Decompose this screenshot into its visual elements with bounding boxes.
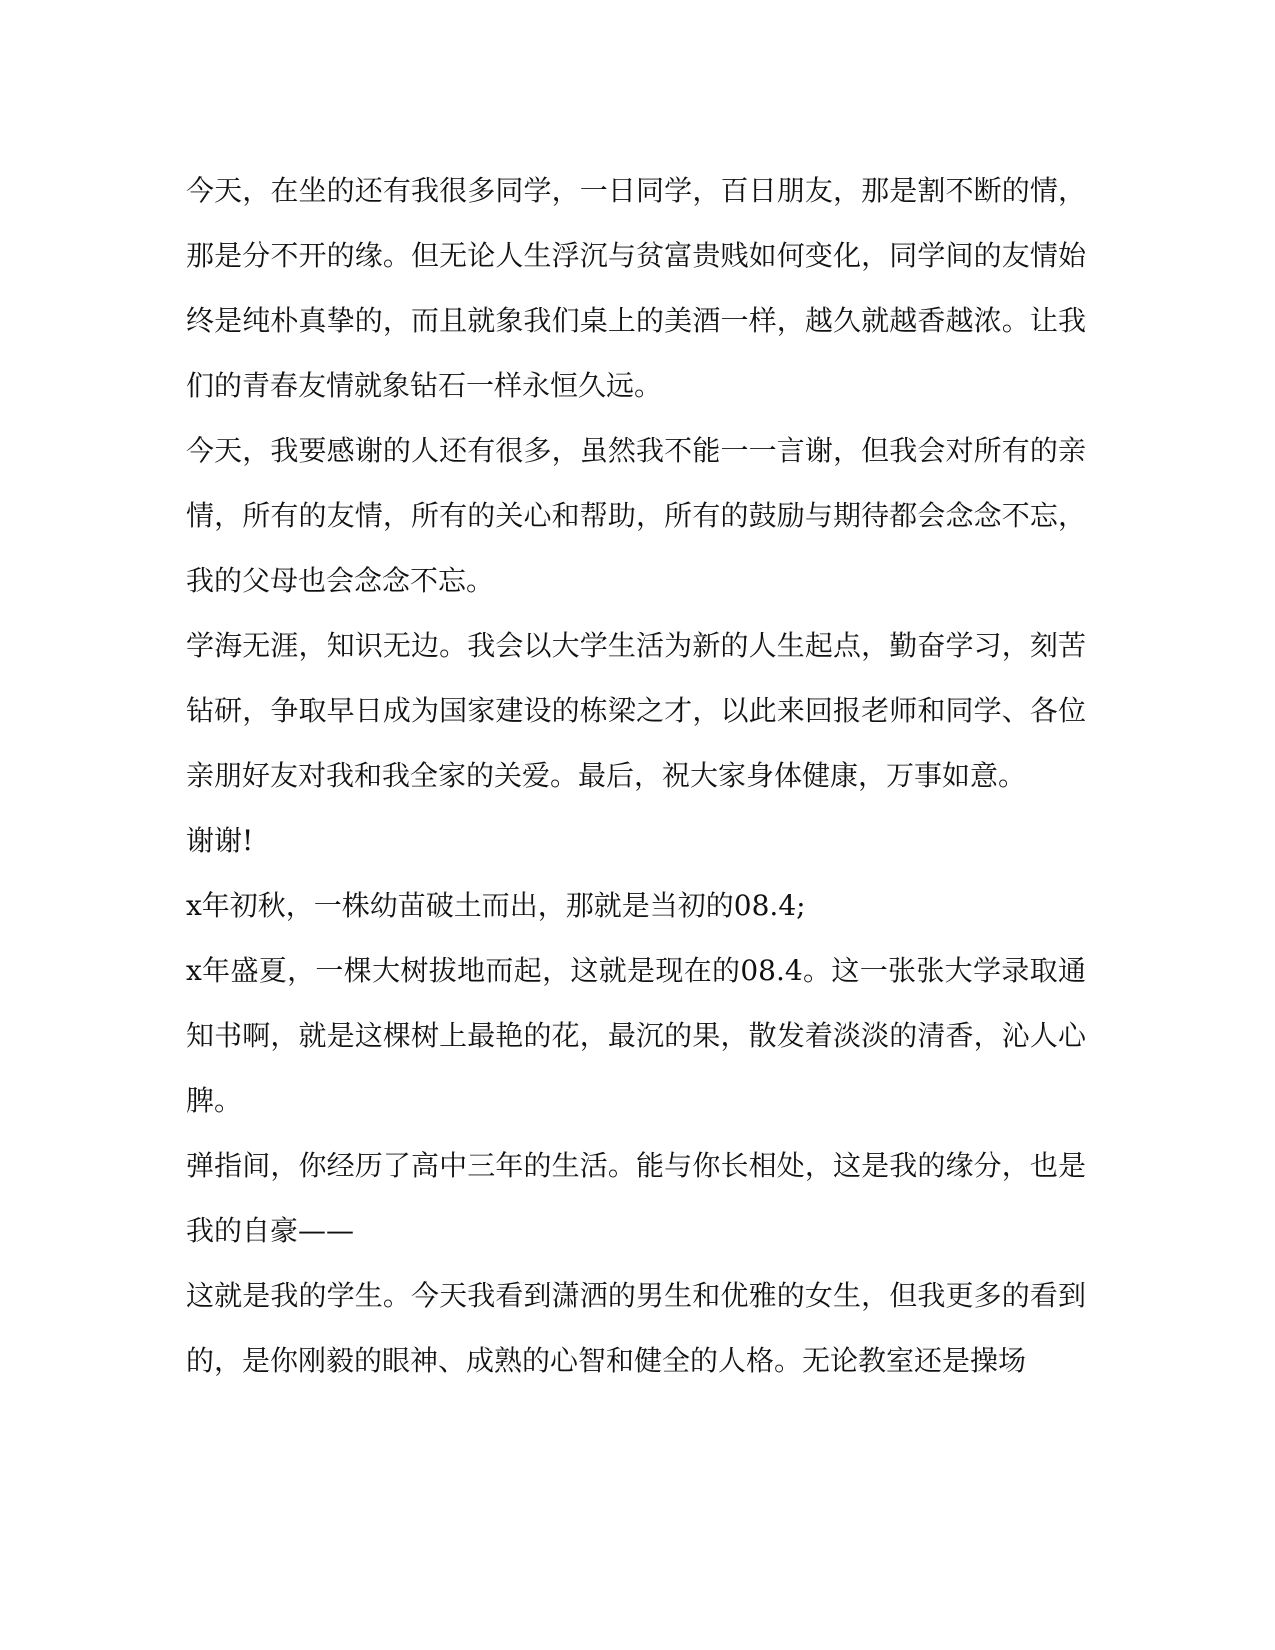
paragraph-study: 学海无涯，知识无边。我会以大学生活为新的人生起点，勤奋学习，刻苦钻研，争取早日成为国家建设的栋梁之才，以此来回报老师和同学、各位亲朋好友对我和我全家的关爱。最后，祝大家身体健康，万事如意。 bbox=[186, 629, 1086, 792]
paragraph-gratitude: 今天，我要感谢的人还有很多，虽然我不能一一言谢，但我会对所有的亲情，所有的友情，所有的关心和帮助，所有的鼓励与期待都会念念不忘，我的父母也会念念不忘。 bbox=[186, 434, 1086, 597]
paragraph-three-years: 弹指间，你经历了高中三年的生活。能与你长相处，这是我的缘分，也是我的自豪—— bbox=[186, 1149, 1086, 1247]
paragraph-midsummer: x年盛夏，一棵大树拔地而起，这就是现在的08.4。这一张张大学录取通知书啊，就是这棵树上最艳的花，最沉的果，散发着淡淡的清香，沁人心脾。 bbox=[186, 954, 1086, 1117]
paragraph-my-students: 这就是我的学生。今天我看到潇洒的男生和优雅的女生，但我更多的看到的，是你刚毅的眼神、成熟的心智和健全的人格。无论教室还是操场 bbox=[186, 1279, 1086, 1377]
body-text bbox=[186, 158, 1086, 1393]
paragraph-thanks: 谢谢! bbox=[186, 824, 254, 857]
paragraph-early-autumn: x年初秋，一株幼苗破土而出，那就是当初的08.4; bbox=[186, 889, 806, 922]
paragraph-classmates: 今天，在坐的还有我很多同学，一日同学，百日朋友，那是割不断的情，那是分不开的缘。但无论人生浮沉与贫富贵贱如何变化，同学间的友情始终是纯朴真挚的，而且就象我们桌上的美酒一样，越久就越香越浓。让我们的青春友情就象钻石一样永恒久远。 bbox=[186, 174, 1086, 402]
